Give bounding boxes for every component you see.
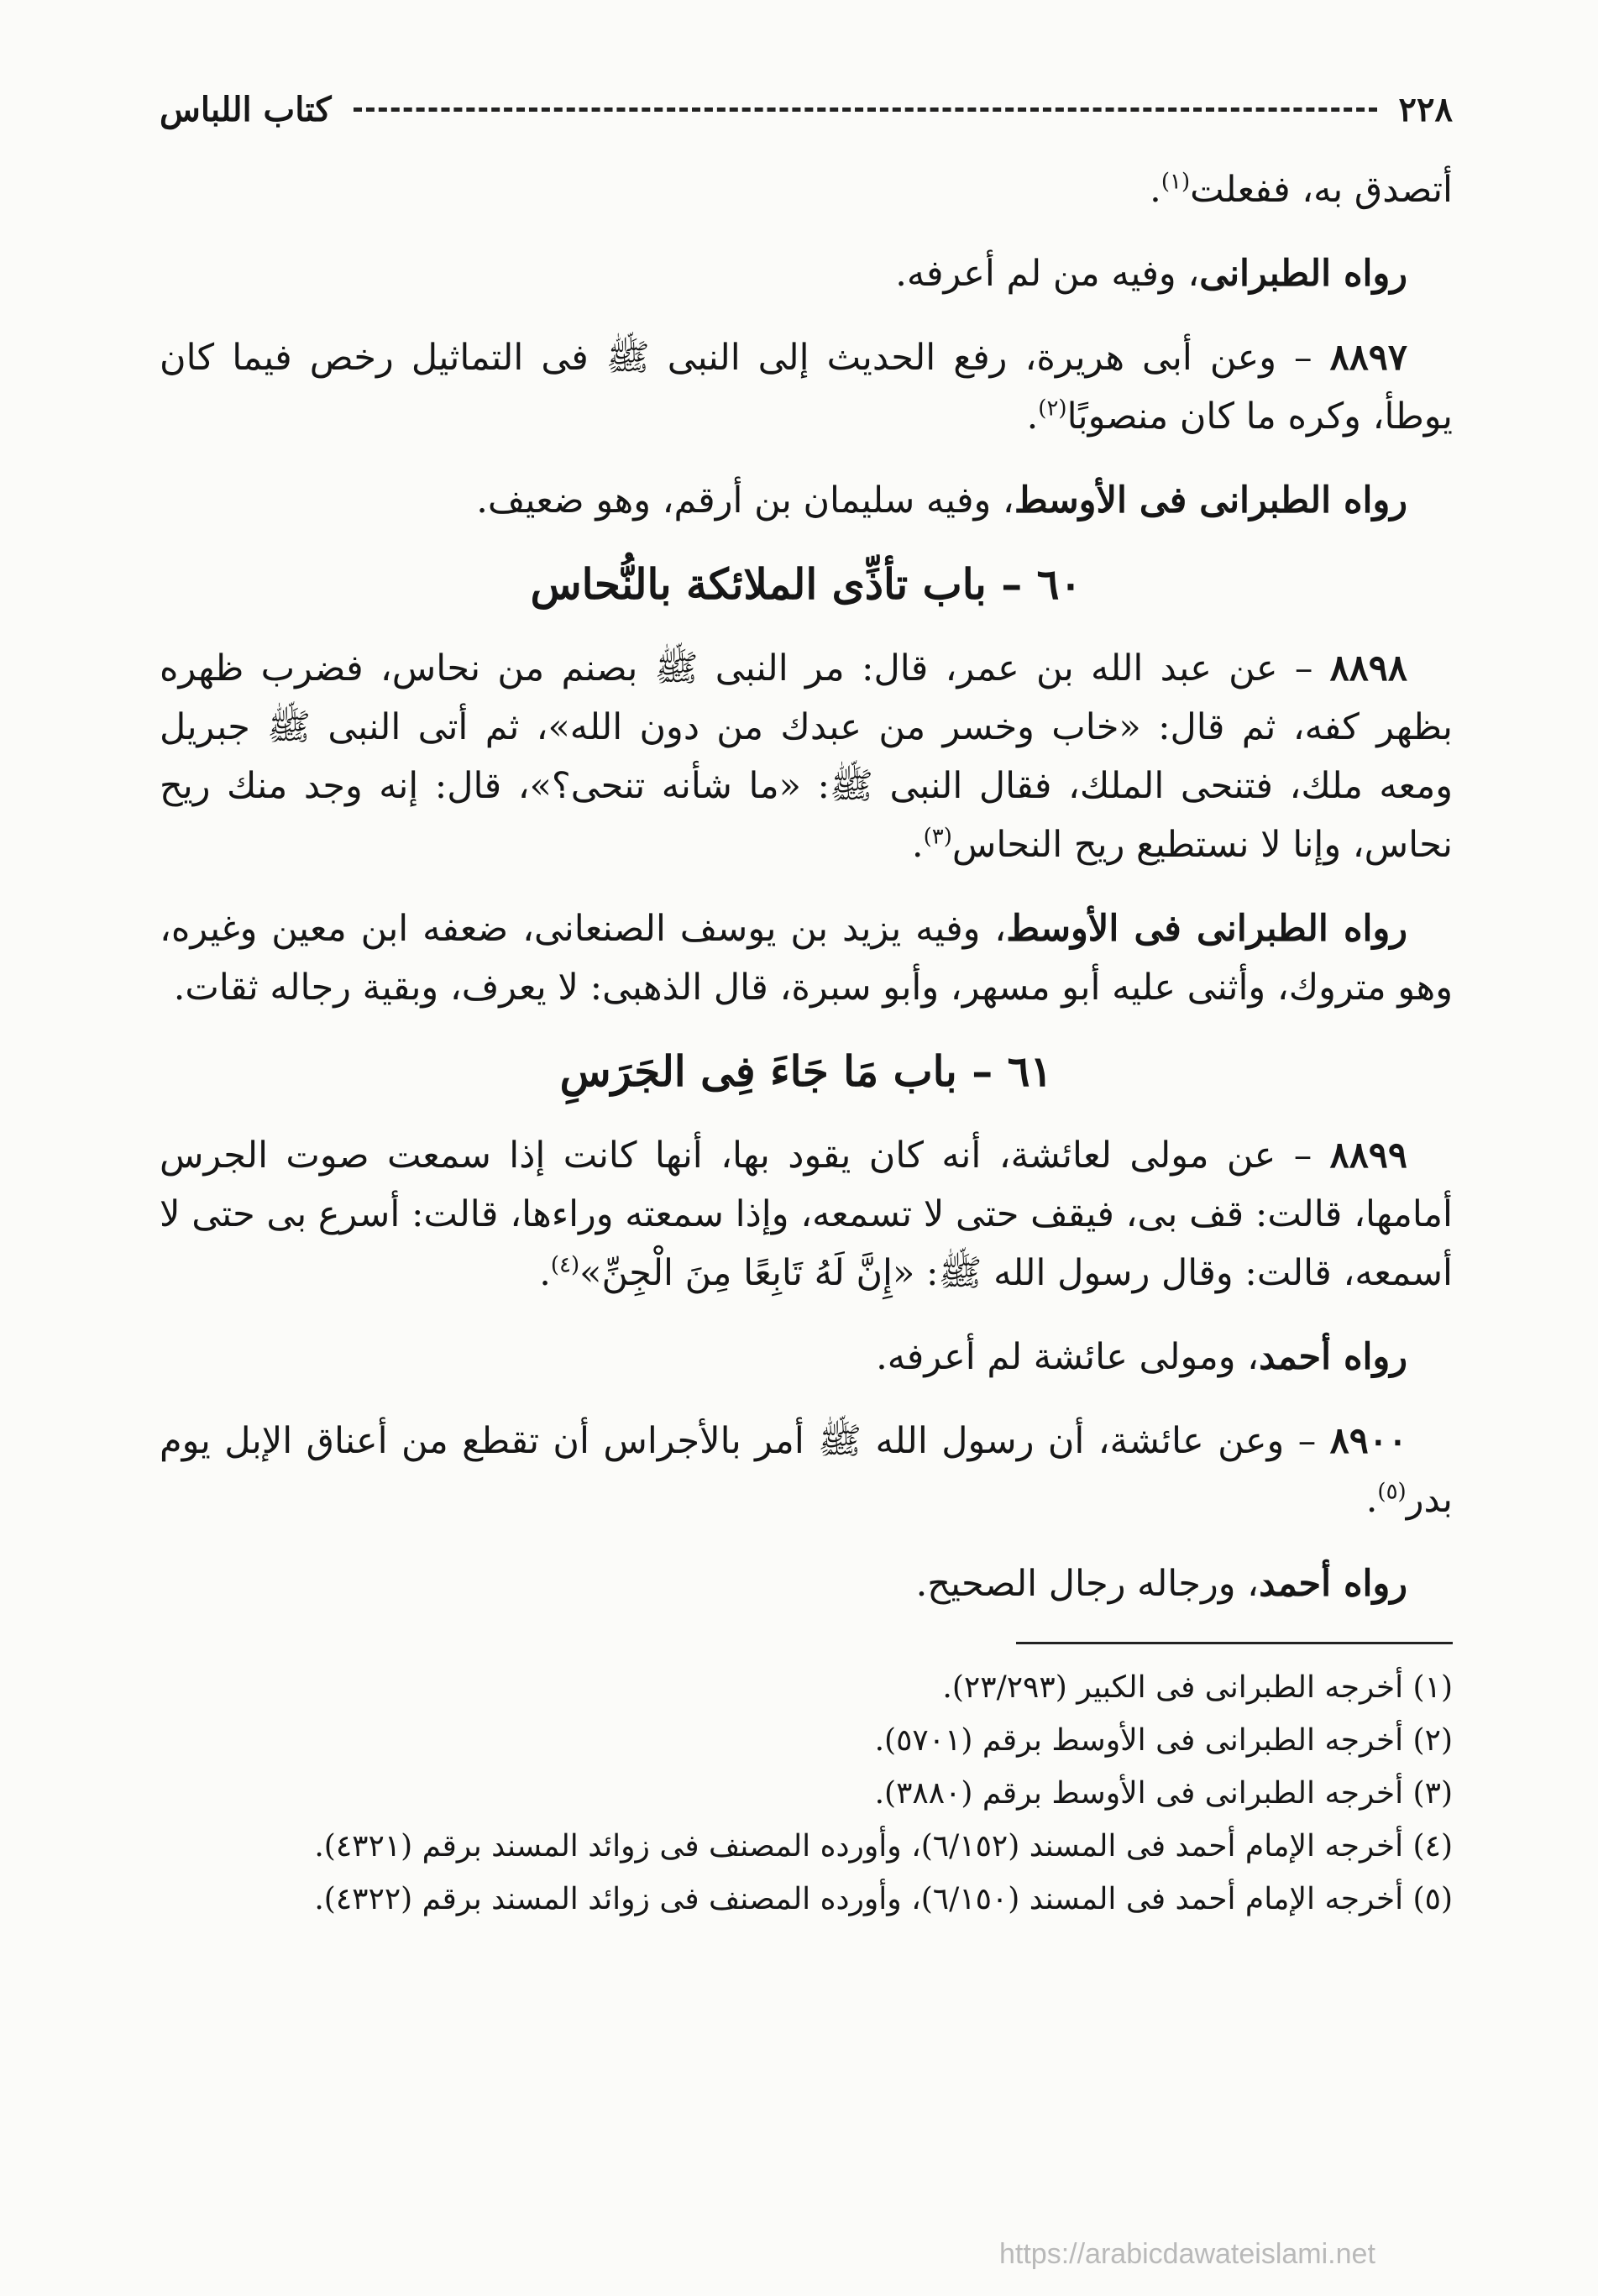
page-number: ٢٢٨	[1398, 89, 1453, 129]
footnote-5: (٥) أخرجه الإمام أحمد فى المسند (٦/١٥٠)، وأورده المصنف فى زوائد المسند برقم (٤٣٢٢).	[314, 1882, 1453, 1916]
paragraph: رواه الطبرانى فى الأوسط، وفيه يزيد بن يوسف الصنعانى، ضعفه ابن معين وغيره، وهو متروك، وأثنى عليه أبو مسهر، وأبو سبرة، قال الذهبى: لا يعرف، وبقية رجاله ثقات.	[160, 908, 1453, 1009]
footnote-marker[interactable]: (١)	[1161, 169, 1191, 195]
paragraph: رواه الطبرانى، وفيه من لم أعرفه.	[895, 253, 1407, 295]
page-body	[160, 160, 1453, 1613]
hadith-number: ٨٩٠٠	[1329, 1420, 1407, 1462]
source-label: رواه الطبرانى فى الأوسط	[1014, 480, 1407, 522]
footnote-marker[interactable]: (٥)	[1377, 1479, 1407, 1505]
hadith-8900: ٨٩٠٠ – وعن عائشة، أن رسول الله ﷺ أمر بالأجراس أن تقطع من أعناق الإبل يوم بدر$^{(٥)}$.	[160, 1420, 1453, 1521]
page-header	[160, 80, 1453, 139]
footnote-marker[interactable]: (٣)	[923, 824, 952, 850]
watermark-url: https://arabicdawateislami.net	[999, 2238, 1375, 2270]
hadith-number: ٨٨٩٧	[1329, 337, 1407, 379]
chapter-title-61: ٦١ – باب مَا جَاءَ فِى الجَرَسِ	[559, 1046, 1053, 1096]
book-title: كتاب اللباس	[160, 89, 332, 129]
footnote-marker[interactable]: (٤)	[550, 1252, 580, 1278]
chapter-title-60: ٦٠ – باب تأذِّى الملائكة بالنُّحاس	[530, 559, 1082, 609]
source-label: رواه الطبرانى	[1199, 253, 1407, 295]
header-rule	[354, 107, 1377, 112]
hadith-8897: ٨٨٩٧ – وعن أبى هريرة، رفع الحديث إلى النبى ﷺ فى التماثيل رخص فيما كان يوطأ، وكره ما كان منصوبًا$^{(٢)}$.	[160, 337, 1453, 438]
hadith-number: ٨٨٩٩	[1329, 1135, 1407, 1177]
footnote-2: (٢) أخرجه الطبرانى فى الأوسط برقم (٥٧٠١).	[874, 1723, 1453, 1758]
paragraph: أتصدق به، ففعلت$^{(١)}$.	[1150, 169, 1453, 211]
paragraph: رواه أحمد، ومولى عائشة لم أعرفه.	[876, 1336, 1407, 1378]
footnotes	[160, 1661, 1453, 1926]
paragraph: رواه الطبرانى فى الأوسط، وفيه سليمان بن أرقم، وهو ضعيف.	[476, 480, 1407, 522]
hadith-8898: ٨٨٩٨ – عن عبد الله بن عمر، قال: مر النبى ﷺ بصنم من نحاس، فضرب ظهره بظهر كفه، ثم قال: «خاب وخسر من عبدك من دون الله»، ثم أتى النبى ﷺ جبريل ومعه ملك، فتنحى الملك، فقال النبى ﷺ: «ما شأنه تنحى؟»، قال: إنه وجد منك ريح نحاس، وإنا لا نستطيع ريح النحاس$^{(٣)}$.	[160, 647, 1453, 866]
hadith-number: ٨٨٩٨	[1329, 647, 1407, 689]
paragraph: رواه أحمد، ورجاله رجال الصحيح.	[915, 1563, 1407, 1605]
source-label: رواه الطبرانى فى الأوسط	[1006, 908, 1407, 950]
footnote-3: (٣) أخرجه الطبرانى فى الأوسط برقم (٣٨٨٠).	[874, 1776, 1453, 1811]
footnote-4: (٤) أخرجه الإمام أحمد فى المسند (٦/١٥٢)، وأورده المصنف فى زوائد المسند برقم (٤٣٢١).	[314, 1829, 1453, 1864]
source-label: رواه أحمد	[1259, 1336, 1407, 1378]
book-page	[160, 80, 1453, 2263]
source-label: رواه أحمد	[1259, 1563, 1407, 1605]
footnote-1: (١) أخرجه الطبرانى فى الكبير (٢٣/٢٩٣).	[942, 1670, 1453, 1705]
hadith-8899: ٨٨٩٩ – عن مولى لعائشة، أنه كان يقود بها، أنها كانت إذا سمعت صوت الجرس أمامها، قالت: قف بى، فيقف حتى لا تسمعه، وإذا سمعته وراءها، قالت: أسرع بى حتى لا أسمعه، قالت: وقال رسول الله ﷺ: «إِنَّ لَهُ تَابِعًا مِنَ الْجِنِّ»$^{(٤)}$.	[160, 1135, 1453, 1294]
footnote-separator	[1016, 1642, 1453, 1644]
footnote-marker[interactable]: (٢)	[1038, 396, 1067, 422]
